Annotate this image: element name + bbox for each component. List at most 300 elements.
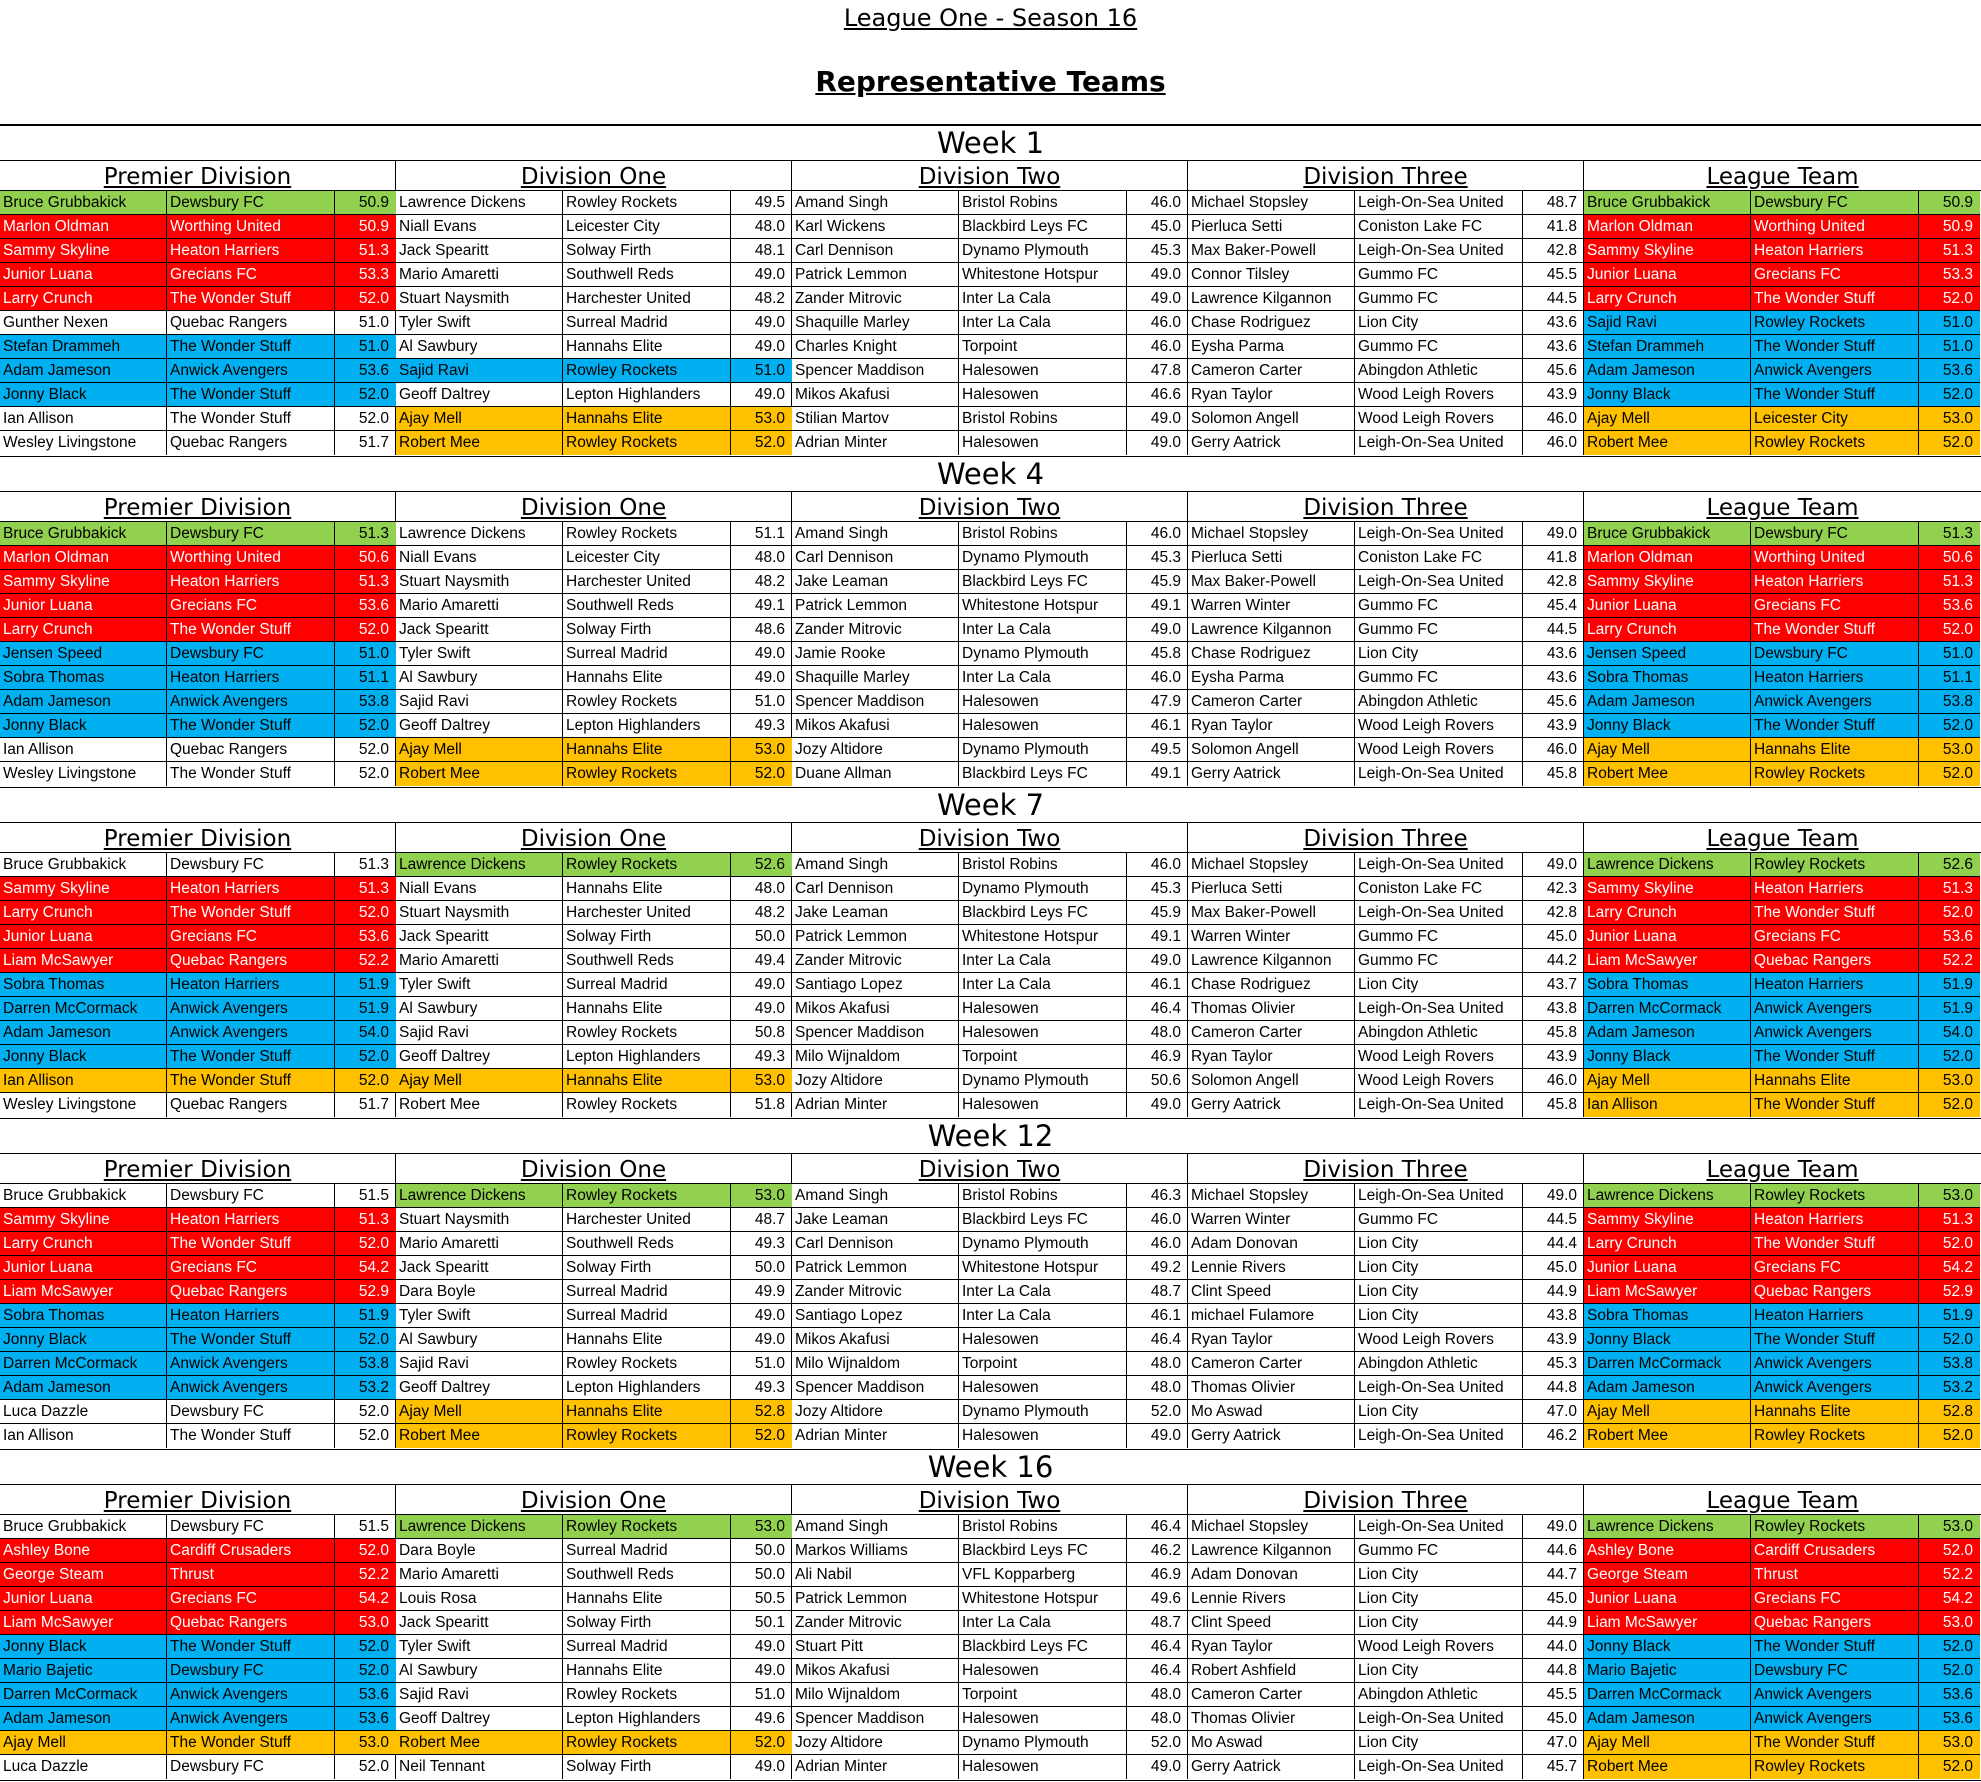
player-cell[interactable]: Ryan Taylor (1188, 714, 1355, 738)
player-cell[interactable]: Lawrence Dickens (1584, 1515, 1751, 1539)
rating-cell[interactable]: 51.0 (1919, 335, 1980, 359)
club-cell[interactable]: The Wonder Stuff (1751, 901, 1919, 925)
rating-cell[interactable]: 50.1 (731, 1611, 792, 1635)
player-cell[interactable]: Carl Dennison (792, 877, 959, 901)
club-cell[interactable]: Dynamo Plymouth (959, 738, 1127, 762)
rating-cell[interactable]: 52.0 (1919, 1755, 1980, 1779)
player-cell[interactable]: Lawrence Dickens (396, 1184, 563, 1208)
club-cell[interactable]: Halesowen (959, 1424, 1127, 1448)
rating-cell[interactable]: 48.0 (731, 877, 792, 901)
rating-cell[interactable]: 50.8 (731, 1021, 792, 1045)
rating-cell[interactable]: 48.2 (731, 901, 792, 925)
player-cell[interactable]: Solomon Angell (1188, 738, 1355, 762)
player-cell[interactable]: Jake Leaman (792, 570, 959, 594)
player-cell[interactable]: Jensen Speed (0, 642, 167, 666)
player-cell[interactable]: Sobra Thomas (1584, 973, 1751, 997)
player-cell[interactable]: Spencer Maddison (792, 690, 959, 714)
club-cell[interactable]: Rowley Rockets (1751, 762, 1919, 786)
player-cell[interactable]: Clint Speed (1188, 1280, 1355, 1304)
club-cell[interactable]: Bristol Robins (959, 407, 1127, 431)
club-cell[interactable]: Halesowen (959, 690, 1127, 714)
player-cell[interactable]: Mikos Akafusi (792, 997, 959, 1021)
club-cell[interactable]: Lion City (1355, 1587, 1523, 1611)
club-cell[interactable]: Halesowen (959, 359, 1127, 383)
player-cell[interactable]: Gerry Aatrick (1188, 1755, 1355, 1779)
player-cell[interactable]: Jake Leaman (792, 901, 959, 925)
player-cell[interactable]: Thomas Olivier (1188, 1707, 1355, 1731)
rating-cell[interactable]: 50.9 (335, 191, 396, 215)
player-cell[interactable]: Dara Boyle (396, 1280, 563, 1304)
rating-cell[interactable]: 51.0 (731, 359, 792, 383)
player-cell[interactable]: Robert Mee (396, 1093, 563, 1117)
player-cell[interactable]: Ajay Mell (1584, 1400, 1751, 1424)
club-cell[interactable]: Harchester United (563, 901, 731, 925)
player-cell[interactable]: Al Sawbury (396, 1659, 563, 1683)
player-cell[interactable]: Tyler Swift (396, 311, 563, 335)
rating-cell[interactable]: 53.0 (335, 1731, 396, 1755)
club-cell[interactable]: Anwick Avengers (1751, 1376, 1919, 1400)
rating-cell[interactable]: 49.9 (731, 1280, 792, 1304)
club-cell[interactable]: Bristol Robins (959, 191, 1127, 215)
rating-cell[interactable]: 52.0 (335, 383, 396, 407)
rating-cell[interactable]: 46.0 (1127, 335, 1188, 359)
rating-cell[interactable]: 53.0 (1919, 1611, 1980, 1635)
rating-cell[interactable]: 45.0 (1127, 215, 1188, 239)
player-cell[interactable]: Bruce Grubbakick (0, 853, 167, 877)
player-cell[interactable]: Larry Crunch (0, 901, 167, 925)
club-cell[interactable]: Leigh-On-Sea United (1355, 239, 1523, 263)
rating-cell[interactable]: 53.8 (335, 690, 396, 714)
player-cell[interactable]: Patrick Lemmon (792, 594, 959, 618)
player-cell[interactable]: Adam Jameson (1584, 359, 1751, 383)
player-cell[interactable]: Larry Crunch (0, 618, 167, 642)
rating-cell[interactable]: 51.3 (1919, 239, 1980, 263)
rating-cell[interactable]: 44.5 (1523, 287, 1584, 311)
rating-cell[interactable]: 51.3 (1919, 1208, 1980, 1232)
rating-cell[interactable]: 43.9 (1523, 383, 1584, 407)
rating-cell[interactable]: 50.6 (1127, 1069, 1188, 1093)
club-cell[interactable]: Halesowen (959, 714, 1127, 738)
rating-cell[interactable]: 52.0 (1919, 762, 1980, 786)
player-cell[interactable]: Pierluca Setti (1188, 215, 1355, 239)
rating-cell[interactable]: 51.5 (335, 1515, 396, 1539)
player-cell[interactable]: Sobra Thomas (0, 1304, 167, 1328)
club-cell[interactable]: Hannahs Elite (563, 1400, 731, 1424)
rating-cell[interactable]: 43.6 (1523, 666, 1584, 690)
rating-cell[interactable]: 49.0 (1150, 1096, 1181, 1113)
club-cell[interactable]: Gummo FC (1355, 925, 1523, 949)
club-cell[interactable]: The Wonder Stuff (1751, 1635, 1919, 1659)
player-cell[interactable]: Gerry Aatrick (1188, 431, 1355, 455)
club-cell[interactable]: The Wonder Stuff (1751, 618, 1919, 642)
player-cell[interactable]: Spencer Maddison (792, 1707, 959, 1731)
player-cell[interactable]: Jack Spearitt (396, 1611, 563, 1635)
rating-cell[interactable]: 49.5 (1127, 738, 1188, 762)
player-cell[interactable]: Adam Jameson (0, 359, 167, 383)
club-cell[interactable]: Rowley Rockets (563, 522, 731, 546)
player-cell[interactable]: Tyler Swift (396, 1304, 563, 1328)
club-cell[interactable]: Leigh-On-Sea United (1355, 997, 1523, 1021)
player-cell[interactable]: Bruce Grubbakick (0, 522, 167, 546)
player-cell[interactable]: Geoff Daltrey (396, 1045, 563, 1069)
rating-cell[interactable]: 46.0 (1127, 522, 1188, 546)
player-cell[interactable]: Larry Crunch (1584, 618, 1751, 642)
rating-cell[interactable]: 52.9 (335, 1280, 396, 1304)
club-cell[interactable]: Heaton Harriers (167, 666, 335, 690)
player-cell[interactable]: Lawrence Dickens (396, 522, 563, 546)
club-cell[interactable]: Grecians FC (1751, 925, 1919, 949)
player-cell[interactable]: Dara Boyle (396, 1539, 563, 1563)
rating-cell[interactable]: 48.0 (731, 546, 792, 570)
player-cell[interactable]: Patrick Lemmon (792, 263, 959, 287)
club-cell[interactable]: The Wonder Stuff (167, 1045, 335, 1069)
player-cell[interactable]: Ajay Mell (396, 1069, 563, 1093)
club-cell[interactable]: Leigh-On-Sea United (1355, 853, 1523, 877)
club-cell[interactable]: Heaton Harriers (1751, 1208, 1919, 1232)
player-cell[interactable]: Neil Tennant (396, 1755, 563, 1779)
club-cell[interactable]: Harchester United (563, 1208, 731, 1232)
rating-cell[interactable]: 45.9 (1127, 570, 1188, 594)
club-cell[interactable]: Dynamo Plymouth (959, 546, 1127, 570)
player-cell[interactable]: Tyler Swift (396, 1635, 563, 1659)
player-cell[interactable]: Sobra Thomas (0, 973, 167, 997)
club-cell[interactable]: Anwick Avengers (167, 997, 335, 1021)
rating-cell[interactable]: 49.0 (1523, 522, 1584, 546)
club-cell[interactable]: Halesowen (959, 997, 1127, 1021)
player-cell[interactable]: Zander Mitrovic (792, 1611, 959, 1635)
player-cell[interactable]: Shaquille Marley (792, 666, 959, 690)
club-cell[interactable]: Whitestone Hotspur (959, 1256, 1127, 1280)
player-cell[interactable]: Tyler Swift (396, 642, 563, 666)
player-cell[interactable]: Bruce Grubbakick (0, 1515, 167, 1539)
player-cell[interactable]: Connor Tilsley (1188, 263, 1355, 287)
rating-cell[interactable]: 54.0 (335, 1021, 396, 1045)
player-cell[interactable]: Geoff Daltrey (396, 714, 563, 738)
rating-cell[interactable]: 44.8 (1523, 1659, 1584, 1683)
club-cell[interactable]: Grecians FC (1751, 594, 1919, 618)
club-cell[interactable]: Grecians FC (167, 594, 335, 618)
club-cell[interactable]: Anwick Avengers (1751, 690, 1919, 714)
player-cell[interactable]: Sajid Ravi (396, 1021, 563, 1045)
club-cell[interactable]: Anwick Avengers (1751, 1683, 1919, 1707)
club-cell[interactable]: Lion City (1355, 1232, 1523, 1256)
club-cell[interactable]: Dewsbury FC (167, 1184, 335, 1208)
rating-cell[interactable]: 46.0 (1523, 738, 1584, 762)
club-cell[interactable]: Quebac Rangers (167, 1280, 335, 1304)
player-cell[interactable]: Eysha Parma (1188, 666, 1355, 690)
player-cell[interactable]: Lawrence Kilgannon (1188, 1539, 1355, 1563)
rating-cell[interactable]: 52.0 (1919, 287, 1980, 311)
rating-cell[interactable]: 52.0 (335, 901, 396, 925)
rating-cell[interactable]: 52.0 (1919, 1659, 1980, 1683)
player-cell[interactable]: Mikos Akafusi (792, 383, 959, 407)
club-cell[interactable]: The Wonder Stuff (1751, 335, 1919, 359)
rating-cell[interactable]: 45.9 (1127, 901, 1188, 925)
rating-cell[interactable]: 51.0 (731, 1683, 792, 1707)
club-cell[interactable]: Gummo FC (1355, 594, 1523, 618)
club-cell[interactable]: Gummo FC (1355, 1208, 1523, 1232)
club-cell[interactable]: Rowley Rockets (563, 762, 731, 786)
rating-cell[interactable]: 46.4 (1127, 1635, 1188, 1659)
rating-cell[interactable]: 48.0 (1127, 1352, 1188, 1376)
player-cell[interactable]: Gerry Aatrick (1188, 1424, 1355, 1448)
club-cell[interactable]: Inter La Cala (959, 1280, 1127, 1304)
rating-cell[interactable]: 53.0 (1919, 738, 1980, 762)
club-cell[interactable]: VFL Kopparberg (959, 1563, 1127, 1587)
club-cell[interactable]: Halesowen (959, 431, 1127, 455)
club-cell[interactable]: Southwell Reds (563, 1232, 731, 1256)
rating-cell[interactable]: 46.9 (1127, 1045, 1188, 1069)
club-cell[interactable]: Leigh-On-Sea United (1355, 1707, 1523, 1731)
club-cell[interactable]: Hannahs Elite (1751, 738, 1919, 762)
player-cell[interactable]: Liam McSawyer (0, 1611, 167, 1635)
rating-cell[interactable]: 47.8 (1127, 359, 1188, 383)
player-cell[interactable]: Bruce Grubbakick (1584, 522, 1751, 546)
rating-cell[interactable]: 45.4 (1523, 594, 1584, 618)
club-cell[interactable]: Surreal Madrid (563, 642, 731, 666)
rating-cell[interactable]: 42.8 (1523, 239, 1584, 263)
player-cell[interactable]: Marlon Oldman (1584, 546, 1751, 570)
club-cell[interactable]: Coniston Lake FC (1355, 215, 1523, 239)
player-cell[interactable]: Chase Rodriguez (1188, 642, 1355, 666)
club-cell[interactable]: Leicester City (563, 215, 731, 239)
club-cell[interactable]: Grecians FC (167, 925, 335, 949)
club-cell[interactable]: Inter La Cala (959, 1304, 1127, 1328)
club-cell[interactable]: Dynamo Plymouth (959, 239, 1127, 263)
rating-cell[interactable]: 52.0 (335, 407, 396, 431)
club-cell[interactable]: Grecians FC (167, 1256, 335, 1280)
club-cell[interactable]: Bristol Robins (959, 853, 1127, 877)
club-cell[interactable]: Solway Firth (563, 239, 731, 263)
rating-cell[interactable]: 52.0 (1919, 383, 1980, 407)
club-cell[interactable]: Leigh-On-Sea United (1355, 1093, 1523, 1117)
club-cell[interactable]: Heaton Harriers (1751, 570, 1919, 594)
club-cell[interactable]: Coniston Lake FC (1355, 546, 1523, 570)
player-cell[interactable]: Max Baker-Powell (1188, 570, 1355, 594)
club-cell[interactable]: Halesowen (959, 1328, 1127, 1352)
player-cell[interactable]: Ajay Mell (396, 1400, 563, 1424)
club-cell[interactable]: Leigh-On-Sea United (1355, 1755, 1523, 1779)
club-cell[interactable]: Harchester United (563, 287, 731, 311)
player-cell[interactable]: Sammy Skyline (1584, 570, 1751, 594)
player-cell[interactable]: Bruce Grubbakick (1584, 191, 1751, 215)
rating-cell[interactable]: 51.9 (1919, 1304, 1980, 1328)
club-cell[interactable]: Quebac Rangers (167, 431, 335, 455)
player-cell[interactable]: Solomon Angell (1188, 407, 1355, 431)
club-cell[interactable]: Leicester City (563, 546, 731, 570)
club-cell[interactable]: Inter La Cala (959, 618, 1127, 642)
player-cell[interactable]: Luca Dazzle (0, 1400, 167, 1424)
rating-cell[interactable]: 54.2 (1919, 1587, 1980, 1611)
rating-cell[interactable]: 45.3 (1127, 239, 1188, 263)
player-cell[interactable]: Eysha Parma (1188, 335, 1355, 359)
rating-cell[interactable]: 52.0 (731, 762, 792, 786)
player-cell[interactable]: Lennie Rivers (1188, 1256, 1355, 1280)
player-cell[interactable]: Robert Mee (1584, 762, 1751, 786)
player-cell[interactable]: Jack Spearitt (396, 618, 563, 642)
player-cell[interactable]: Cameron Carter (1188, 359, 1355, 383)
player-cell[interactable]: Geoff Daltrey (396, 383, 563, 407)
rating-cell[interactable]: 53.0 (731, 738, 792, 762)
rating-cell[interactable]: 52.0 (335, 1045, 396, 1069)
player-cell[interactable]: Ashley Bone (1584, 1539, 1751, 1563)
rating-cell[interactable]: 54.2 (1919, 1256, 1980, 1280)
rating-cell[interactable]: 46.9 (1127, 1563, 1188, 1587)
club-cell[interactable]: Halesowen (959, 1376, 1127, 1400)
rating-cell[interactable]: 45.3 (1127, 877, 1188, 901)
club-cell[interactable]: Heaton Harriers (1751, 973, 1919, 997)
club-cell[interactable]: Lion City (1355, 1659, 1523, 1683)
rating-cell[interactable]: 50.0 (731, 1563, 792, 1587)
rating-cell[interactable]: 43.7 (1523, 973, 1584, 997)
club-cell[interactable]: Wood Leigh Rovers (1355, 738, 1523, 762)
player-cell[interactable]: Sammy Skyline (1584, 877, 1751, 901)
rating-cell[interactable]: 49.2 (1127, 1256, 1188, 1280)
rating-cell[interactable]: 49.0 (731, 1304, 792, 1328)
rating-cell[interactable]: 41.8 (1523, 215, 1584, 239)
rating-cell[interactable]: 53.6 (335, 1683, 396, 1707)
club-cell[interactable]: Surreal Madrid (563, 311, 731, 335)
rating-cell[interactable]: 52.0 (335, 714, 396, 738)
player-cell[interactable]: Liam McSawyer (1584, 949, 1751, 973)
rating-cell[interactable]: 53.0 (731, 1184, 792, 1208)
player-cell[interactable]: Ian Allison (0, 1069, 167, 1093)
club-cell[interactable]: Leigh-On-Sea United (1355, 1424, 1523, 1448)
rating-cell[interactable]: 52.0 (335, 1659, 396, 1683)
rating-cell[interactable]: 49.0 (754, 1758, 785, 1775)
club-cell[interactable]: Solway Firth (563, 1611, 731, 1635)
club-cell[interactable]: Dynamo Plymouth (959, 1400, 1127, 1424)
club-cell[interactable]: Quebac Rangers (167, 949, 335, 973)
player-cell[interactable]: Mario Bajetic (1584, 1659, 1751, 1683)
player-cell[interactable]: Warren Winter (1188, 925, 1355, 949)
club-cell[interactable]: Anwick Avengers (167, 1352, 335, 1376)
player-cell[interactable]: Bruce Grubbakick (0, 191, 167, 215)
rating-cell[interactable]: 49.0 (731, 311, 792, 335)
club-cell[interactable]: Whitestone Hotspur (959, 263, 1127, 287)
player-cell[interactable]: Sammy Skyline (0, 1208, 167, 1232)
club-cell[interactable]: Lepton Highlanders (563, 1045, 731, 1069)
club-cell[interactable]: Inter La Cala (959, 287, 1127, 311)
rating-cell[interactable]: 53.0 (1919, 1184, 1980, 1208)
rating-cell[interactable]: 52.0 (335, 1328, 396, 1352)
rating-cell[interactable]: 43.6 (1523, 311, 1584, 335)
club-cell[interactable]: The Wonder Stuff (167, 1635, 335, 1659)
rating-cell[interactable]: 44.9 (1523, 1280, 1584, 1304)
club-cell[interactable]: The Wonder Stuff (167, 383, 335, 407)
rating-cell[interactable]: 49.1 (1150, 765, 1181, 782)
player-cell[interactable]: Cameron Carter (1188, 1021, 1355, 1045)
club-cell[interactable]: Whitestone Hotspur (959, 1587, 1127, 1611)
rating-cell[interactable]: 53.3 (1919, 263, 1980, 287)
club-cell[interactable]: Dewsbury FC (1751, 191, 1919, 215)
player-cell[interactable]: Robert Mee (1584, 1755, 1751, 1779)
club-cell[interactable]: Rowley Rockets (563, 359, 731, 383)
rating-cell[interactable]: 49.3 (731, 714, 792, 738)
player-cell[interactable]: Chase Rodriguez (1188, 973, 1355, 997)
club-cell[interactable]: Wood Leigh Rovers (1355, 1045, 1523, 1069)
rating-cell[interactable]: 54.0 (1919, 1021, 1980, 1045)
player-cell[interactable]: Junior Luana (1584, 263, 1751, 287)
club-cell[interactable]: Grecians FC (1751, 263, 1919, 287)
player-cell[interactable]: Cameron Carter (1188, 690, 1355, 714)
player-cell[interactable]: Adrian Minter (792, 1424, 959, 1448)
club-cell[interactable]: The Wonder Stuff (167, 335, 335, 359)
club-cell[interactable]: Gummo FC (1355, 287, 1523, 311)
player-cell[interactable]: Larry Crunch (1584, 901, 1751, 925)
rating-cell[interactable]: 52.0 (335, 1635, 396, 1659)
player-cell[interactable]: Luca Dazzle (0, 1755, 167, 1779)
rating-cell[interactable]: 52.2 (1919, 1563, 1980, 1587)
rating-cell[interactable]: 52.0 (335, 1069, 396, 1093)
player-cell[interactable]: Lawrence Kilgannon (1188, 287, 1355, 311)
player-cell[interactable]: Mario Amaretti (396, 263, 563, 287)
rating-cell[interactable]: 52.0 (1127, 1400, 1188, 1424)
club-cell[interactable]: Rowley Rockets (563, 1731, 731, 1755)
player-cell[interactable]: Jonny Black (1584, 1328, 1751, 1352)
club-cell[interactable]: Lion City (1355, 1731, 1523, 1755)
player-cell[interactable]: Amand Singh (792, 191, 959, 215)
club-cell[interactable]: Cardiff Crusaders (1751, 1539, 1919, 1563)
rating-cell[interactable]: 49.1 (1127, 925, 1188, 949)
rating-cell[interactable]: 45.0 (1523, 1256, 1584, 1280)
player-cell[interactable]: Sajid Ravi (396, 1683, 563, 1707)
rating-cell[interactable]: 46.0 (1127, 853, 1188, 877)
club-cell[interactable]: Halesowen (959, 1755, 1127, 1779)
club-cell[interactable]: Bristol Robins (959, 1515, 1127, 1539)
player-cell[interactable]: Wesley Livingstone (0, 431, 167, 455)
player-cell[interactable]: Al Sawbury (396, 335, 563, 359)
rating-cell[interactable]: 51.3 (335, 570, 396, 594)
club-cell[interactable]: The Wonder Stuff (167, 618, 335, 642)
club-cell[interactable]: Southwell Reds (563, 263, 731, 287)
club-cell[interactable]: Heaton Harriers (1751, 239, 1919, 263)
club-cell[interactable]: Dynamo Plymouth (959, 642, 1127, 666)
club-cell[interactable]: Quebac Rangers (1751, 949, 1919, 973)
club-cell[interactable]: Wood Leigh Rovers (1355, 1069, 1523, 1093)
player-cell[interactable]: Warren Winter (1188, 1208, 1355, 1232)
rating-cell[interactable]: 53.0 (1919, 1515, 1980, 1539)
player-cell[interactable]: Jack Spearitt (396, 925, 563, 949)
rating-cell[interactable]: 42.8 (1523, 570, 1584, 594)
player-cell[interactable]: Spencer Maddison (792, 1021, 959, 1045)
player-cell[interactable]: Ian Allison (1584, 1093, 1751, 1117)
player-cell[interactable]: Mo Aswad (1188, 1731, 1355, 1755)
rating-cell[interactable]: 51.7 (358, 434, 389, 451)
club-cell[interactable]: Anwick Avengers (167, 1707, 335, 1731)
rating-cell[interactable]: 49.0 (731, 263, 792, 287)
player-cell[interactable]: Milo Wijnaldom (792, 1352, 959, 1376)
rating-cell[interactable]: 52.6 (1919, 853, 1980, 877)
rating-cell[interactable]: 52.0 (1919, 431, 1980, 455)
club-cell[interactable]: Leigh-On-Sea United (1355, 570, 1523, 594)
rating-cell[interactable]: 45.8 (1546, 765, 1577, 782)
player-cell[interactable]: Jonny Black (0, 1045, 167, 1069)
club-cell[interactable]: Surreal Madrid (563, 973, 731, 997)
player-cell[interactable]: Michael Stopsley (1188, 191, 1355, 215)
club-cell[interactable]: Worthing United (1751, 546, 1919, 570)
club-cell[interactable]: The Wonder Stuff (167, 901, 335, 925)
rating-cell[interactable]: 51.3 (335, 853, 396, 877)
club-cell[interactable]: Whitestone Hotspur (959, 925, 1127, 949)
rating-cell[interactable]: 52.0 (1919, 1045, 1980, 1069)
rating-cell[interactable]: 49.3 (731, 1376, 792, 1400)
club-cell[interactable]: Rowley Rockets (1751, 311, 1919, 335)
rating-cell[interactable]: 52.0 (1919, 1635, 1980, 1659)
club-cell[interactable]: Whitestone Hotspur (959, 594, 1127, 618)
rating-cell[interactable]: 49.0 (731, 666, 792, 690)
rating-cell[interactable]: 45.3 (1523, 1352, 1584, 1376)
